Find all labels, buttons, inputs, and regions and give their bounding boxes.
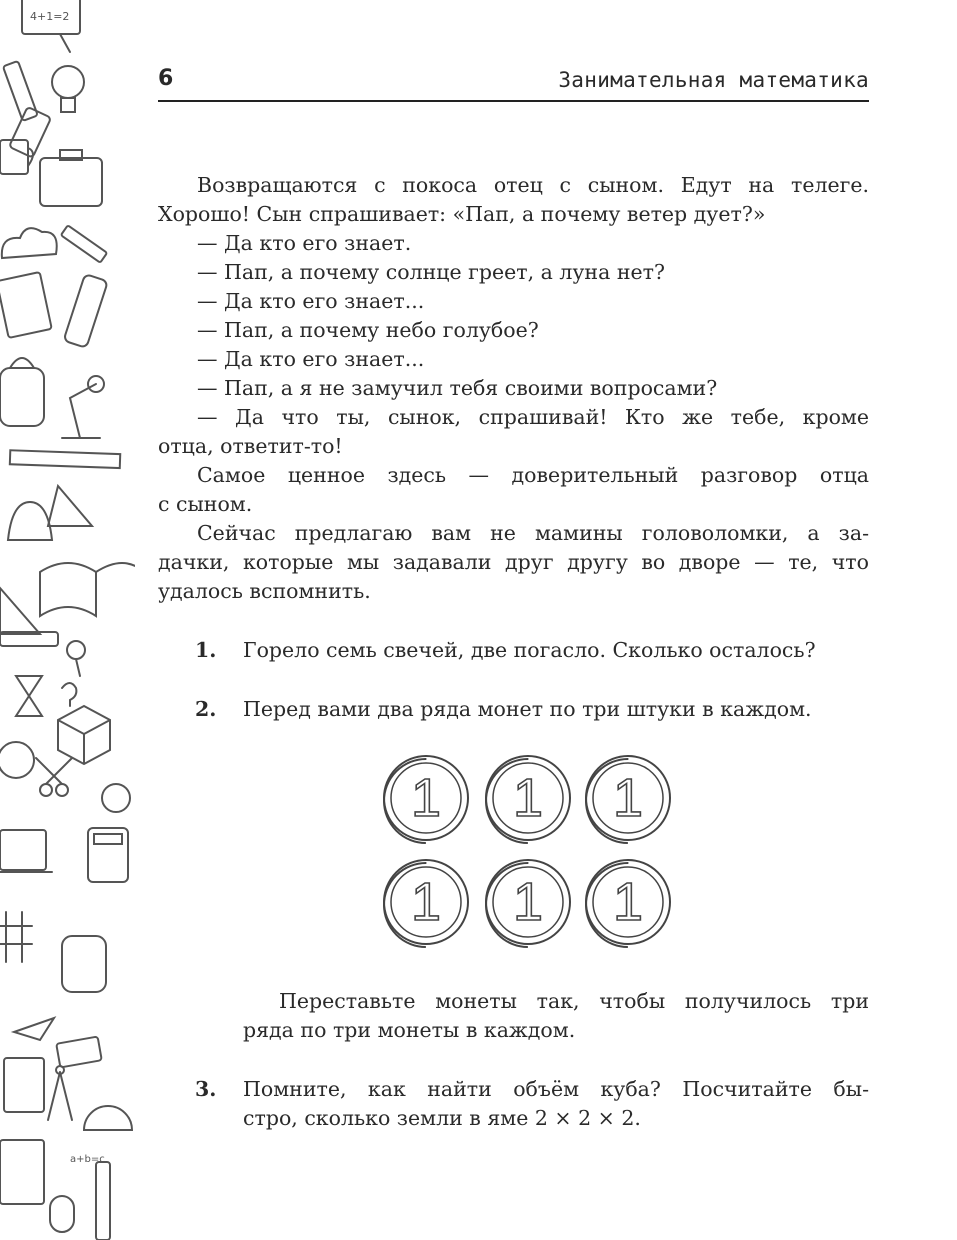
pencil-icon (61, 225, 107, 262)
desk-lamp-icon (62, 376, 104, 438)
laptop-icon (0, 830, 52, 872)
lightbulb-icon (52, 66, 84, 112)
open-book-icon (40, 563, 135, 616)
mug-icon (0, 140, 33, 174)
chalkboard-icon (22, 0, 80, 52)
svg-text:1: 1 (512, 768, 544, 828)
coin (384, 860, 468, 947)
scissors-icon (36, 758, 72, 796)
intro-line: Хорошо! Сын спрашивает: «Пап, а почему ветер дует?» (158, 202, 766, 226)
dialogue-line: — Да кто его знает... (197, 347, 425, 371)
page-header (158, 66, 869, 102)
paragraph-line: с сыном. (158, 492, 253, 516)
paper-plane-icon (14, 1018, 54, 1040)
eraser-block-icon (56, 1037, 102, 1068)
calculator-icon (88, 828, 128, 882)
backpack-icon (0, 358, 44, 426)
hourglass-icon (16, 676, 42, 716)
dialogue-line: — Да что ты, сынок, спрашивай! Кто же тебе, кроме (197, 405, 869, 429)
page-number: 6 (158, 66, 174, 91)
task-text: Горело семь свечей, две погасло. Сколько осталось? (243, 638, 816, 662)
dialogue-line: отца, ответит-то! (158, 434, 343, 458)
triangle-icon (48, 486, 92, 526)
dialogue-line: — Пап, а почему небо голубое? (197, 318, 539, 342)
scroll-icon (63, 274, 107, 348)
notepad-icon (0, 1140, 44, 1204)
svg-text:1: 1 (612, 768, 644, 828)
dialogue-line: — Пап, а почему солнце греет, а луна нет? (197, 260, 665, 284)
notebook-icon (4, 1058, 44, 1112)
coin (586, 860, 670, 947)
question-icon (62, 683, 76, 706)
dialogue-line: — Да кто его знает. (197, 231, 412, 255)
task-text: ряда по три монеты в каждом. (243, 1018, 576, 1042)
crayon-icon (3, 61, 38, 121)
set-square-icon (0, 588, 40, 634)
coins-illustration (380, 752, 680, 952)
task-number: 1. (195, 638, 217, 662)
task-text: Переставьте монеты так, чтобы получилось три (279, 989, 869, 1013)
running-title: Занимательная математика (558, 68, 869, 92)
svg-text:1: 1 (410, 768, 442, 828)
svg-text:1: 1 (410, 872, 442, 932)
task-number: 2. (195, 697, 217, 721)
intro-line: Возвращаются с покоса отец с сыном. Едут на телеге. (197, 173, 869, 197)
task-text: Перед вами два ряда монет по три штуки в каждом. (243, 697, 812, 721)
coin (586, 756, 670, 843)
pushpin-icon (67, 641, 85, 676)
svg-text:1: 1 (612, 872, 644, 932)
backpack-small-icon (62, 936, 106, 992)
mouse-icon (50, 1196, 74, 1232)
paragraph-line: Самое ценное здесь — доверительный разговор отца (197, 463, 869, 487)
bell-icon (8, 502, 52, 540)
protractor-icon (84, 1106, 132, 1130)
ruler-icon (10, 450, 120, 468)
dialogue-line: — Да кто его знает... (197, 289, 425, 313)
task-number: 3. (195, 1077, 217, 1101)
school-doodles-border (0, 0, 135, 1240)
cloud-icon (2, 228, 57, 258)
task-text: Помните, как найти объём куба? Посчитайте бы- (243, 1077, 869, 1101)
briefcase-icon (40, 150, 102, 206)
coin (384, 756, 468, 843)
book-icon (0, 272, 52, 338)
formula-text: 4+1=2 (30, 10, 70, 23)
apple-icon (102, 784, 130, 812)
paragraph-line: удалось вспомнить. (158, 579, 371, 603)
svg-text:1: 1 (512, 872, 544, 932)
task-text: стро, сколько земли в яме 2 × 2 × 2. (243, 1106, 641, 1130)
alarm-clock-icon (0, 742, 34, 778)
coin (486, 756, 570, 843)
formula-text: a+b=c (70, 1154, 105, 1165)
paragraph-line: Сейчас предлагаю вам не мамины головоломки, а за- (197, 521, 869, 545)
compass-icon (48, 1066, 72, 1120)
cube-icon (58, 706, 110, 764)
dialogue-line: — Пап, а я не замучил тебя своими вопросами? (197, 376, 718, 400)
tic-tac-toe-icon (0, 912, 32, 962)
coin (486, 860, 570, 947)
paragraph-line: дачки, которые мы задавали друг другу во дворе — те, что (158, 550, 869, 574)
pen-vertical-icon (96, 1162, 110, 1240)
